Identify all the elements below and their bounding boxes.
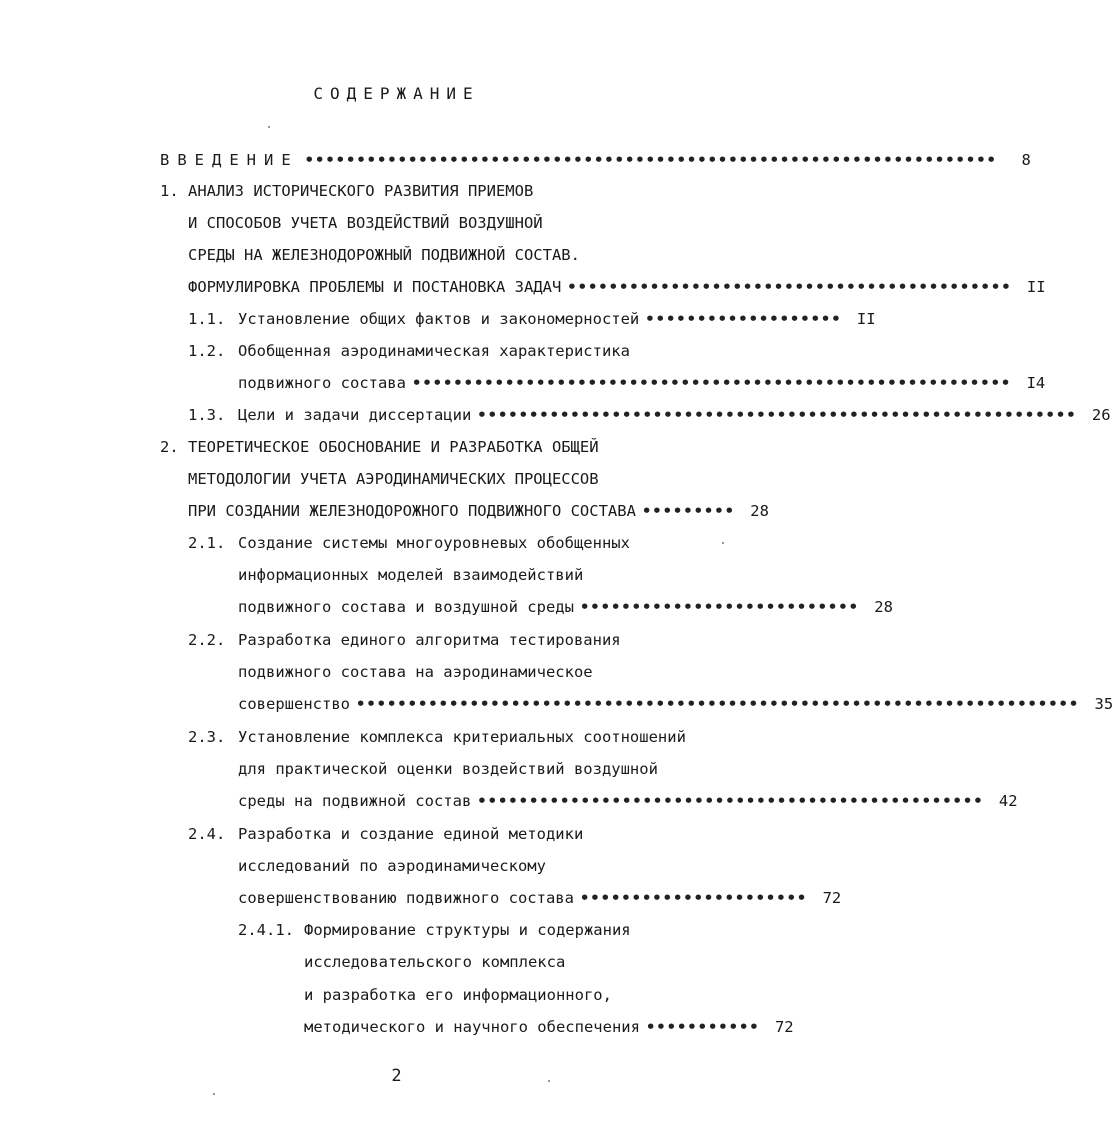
toc-page-number: 72	[774, 1018, 794, 1036]
toc-entry-line: подвижного состава	[238, 374, 406, 392]
leader-dots: ••••••••••••••••••••••••••••••••••••••••••••••••••••••••••	[477, 406, 1077, 424]
toc-entry-line: Формирование структуры и содержания	[304, 921, 631, 939]
toc-page-number: 28	[750, 502, 769, 520]
toc-page-number: 72	[822, 889, 842, 907]
leader-dots: ••••••••••••••••••••••••••••••••••••••••••••••••••••••••••	[411, 374, 1012, 392]
toc-entry-2-1[interactable]	[238, 594, 893, 620]
toc-entry-number: 2.	[160, 438, 179, 456]
toc-entry-section-1[interactable]	[188, 274, 1046, 300]
leader-dots: ••••••••••••••••••••••••••••••••••••••••••••••••••••••••••••••••••••••	[355, 695, 1080, 713]
toc-page-number: 26	[1091, 406, 1111, 424]
toc-entry-line: ФОРМУЛИРОВКА ПРОБЛЕМЫ И ПОСТАНОВКА ЗАДАЧ	[188, 278, 562, 296]
toc-page-number: 35	[1094, 695, 1113, 713]
toc-entry-2-2[interactable]	[238, 691, 1113, 717]
toc-entry-line: МЕТОДОЛОГИИ УЧЕТА АЭРОДИНАМИЧЕСКИХ ПРОЦЕССОВ	[188, 470, 599, 488]
toc-entry-line: СРЕДЫ НА ЖЕЛЕЗНОДОРОЖНЫЙ ПОДВИЖНОЙ СОСТАВ.	[188, 246, 580, 264]
leader-dots: •••••••••	[641, 502, 735, 520]
toc-entry-number: 1.3.	[188, 406, 226, 424]
toc-entry-number: 2.4.1.	[238, 921, 294, 939]
toc-entry-1-3[interactable]	[238, 402, 1111, 428]
leader-dots: •••••••••••••••••••••••••••••••••••••••••••••••••	[477, 792, 984, 810]
toc-page-number: I4	[1026, 374, 1046, 392]
toc-entry-number: 2.4.	[188, 825, 226, 843]
toc-page-number: 42	[998, 792, 1018, 810]
page-number: 2	[391, 1066, 402, 1086]
leader-dots: •••••••••••••••••••••••••••••••••••••••••••••••••••••••••••••••••••	[304, 151, 997, 169]
toc-entry-line: Разработка и создание единой методики	[238, 825, 584, 843]
toc-entry-2-4-1[interactable]	[304, 1014, 794, 1040]
toc-entry-number: 2.1.	[188, 534, 226, 552]
leader-dots: ••••••••••••••••••••••	[579, 889, 808, 907]
toc-page-number: II	[1026, 278, 1046, 296]
page-title: СОДЕРЖАНИЕ	[313, 84, 480, 103]
toc-entry-line: Создание системы многоуровневых обобщенных	[238, 534, 630, 552]
toc-entry-1-2[interactable]	[238, 370, 1046, 396]
toc-entry-line: И СПОСОБОВ УЧЕТА ВОЗДЕЙСТВИЙ ВОЗДУШНОЙ	[188, 214, 543, 232]
toc-entry-line: исследований по аэродинамическому	[238, 857, 546, 875]
leader-dots: •••••••••••••••••••••••••••••••••••••••••••	[567, 278, 1012, 296]
toc-entry-line: ТЕОРЕТИЧЕСКОЕ ОБОСНОВАНИЕ И РАЗРАБОТКА ОБЩЕЙ	[188, 438, 599, 456]
scan-speck	[548, 1080, 550, 1082]
toc-page-number: II	[856, 310, 876, 328]
toc-entry-line: Установление общих фактов и закономерностей	[238, 310, 640, 328]
toc-entry-number: 1.1.	[188, 310, 226, 328]
toc-entry-line: ПРИ СОЗДАНИИ ЖЕЛЕЗНОДОРОЖНОГО ПОДВИЖНОГО СОСТАВА	[188, 502, 636, 520]
toc-page-number: 8	[1021, 151, 1031, 169]
toc-entry-line: АНАЛИЗ ИСТОРИЧЕСКОГО РАЗВИТИЯ ПРИЕМОВ	[188, 182, 534, 200]
toc-entry-line: среды на подвижной состав	[238, 792, 472, 810]
leader-dots: •••••••••••	[645, 1018, 760, 1036]
toc-entry-1-1[interactable]	[238, 306, 876, 332]
toc-entry-line: Разработка единого алгоритма тестирования	[238, 631, 621, 649]
scan-speck	[268, 126, 270, 128]
toc-entry-line: подвижного состава на аэродинамическое	[238, 663, 593, 681]
toc-entry-number: 2.2.	[188, 631, 226, 649]
toc-entry-number: 1.2.	[188, 342, 226, 360]
toc-entry-line: исследовательского комплекса	[304, 953, 566, 971]
toc-entry-2-4[interactable]	[238, 885, 842, 911]
toc-entry-2-3[interactable]	[238, 788, 1018, 814]
toc-entry-line: Обобщенная аэродинамическая характеристика	[238, 342, 630, 360]
toc-entry-intro[interactable]	[160, 147, 1031, 173]
toc-page-number: 28	[874, 598, 893, 616]
toc-entry-line: Цели и задачи диссертации	[238, 406, 472, 424]
toc-entry-line: совершенство	[238, 695, 350, 713]
toc-entry-line: методического и научного обеспечения	[304, 1018, 640, 1036]
scan-speck	[722, 542, 724, 544]
toc-entry-line: совершенствованию подвижного состава	[238, 889, 574, 907]
toc-entry-line: информационных моделей взаимодействий	[238, 566, 584, 584]
toc-entry-line: Установление комплекса критериальных соотношений	[238, 728, 686, 746]
toc-entry-section-2[interactable]	[188, 498, 769, 524]
scan-speck	[213, 1093, 215, 1095]
toc-entry-title: ВВЕДЕНИЕ	[160, 151, 299, 169]
toc-entry-number: 1.	[160, 182, 179, 200]
leader-dots: •••••••••••••••••••	[645, 310, 842, 328]
toc-entry-line: подвижного состава и воздушной среды	[238, 598, 574, 616]
toc-entry-line: для практической оценки воздействий воздушной	[238, 760, 658, 778]
toc-entry-line: и разработка его информационного,	[304, 986, 612, 1004]
leader-dots: •••••••••••••••••••••••••••	[579, 598, 859, 616]
toc-entry-number: 2.3.	[188, 728, 226, 746]
